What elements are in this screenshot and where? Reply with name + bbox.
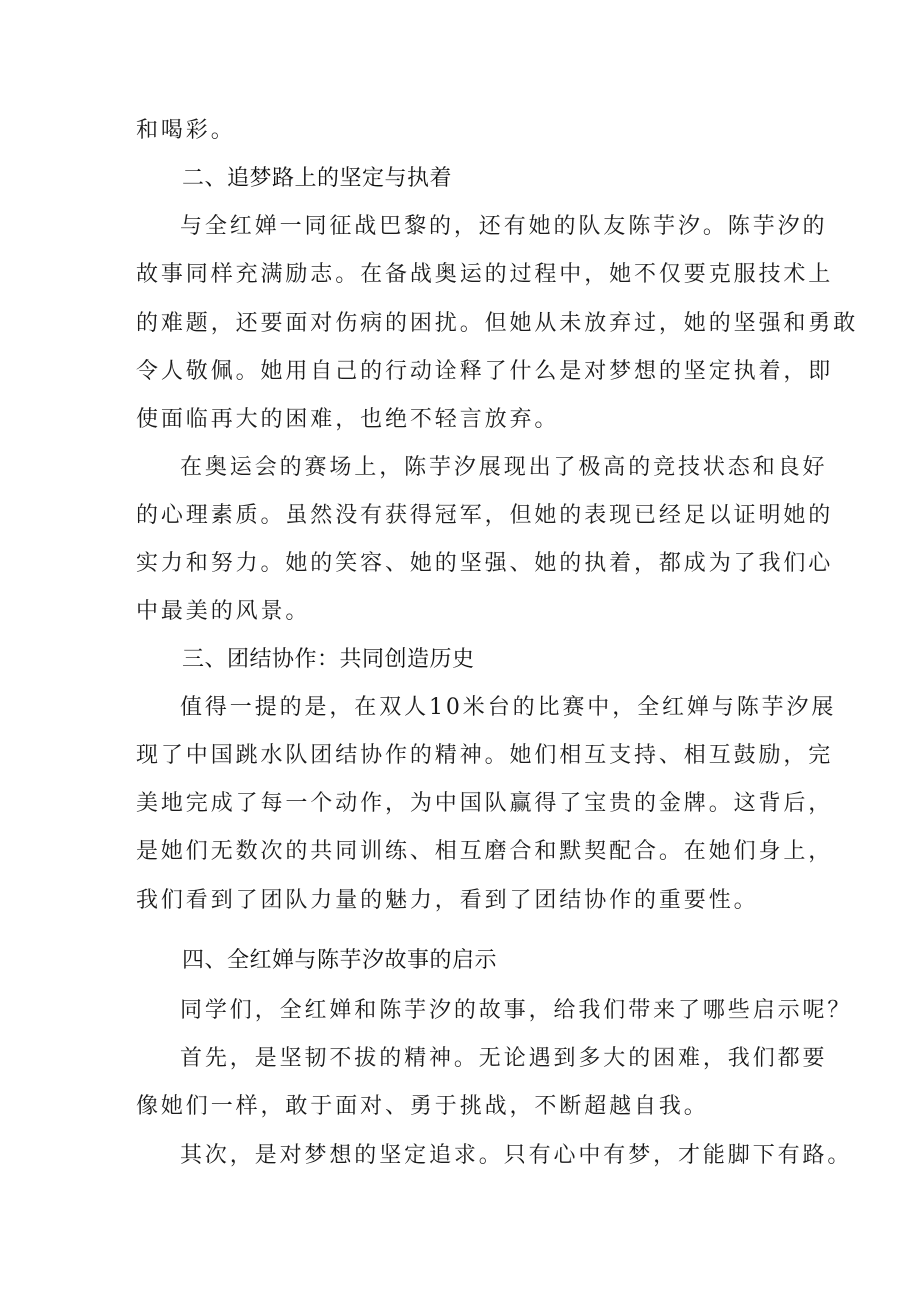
paragraph-line: 故事同样充满励志。在备战奥运的过程中，她不仅要克服技术上	[136, 262, 834, 287]
paragraph-line: 的心理素质。虽然没有获得冠军，但她的表现已经足以证明她的	[136, 503, 834, 528]
paragraph-line: 首先，是坚韧不拔的精神。无论遇到多大的困难，我们都要	[180, 1046, 828, 1071]
paragraph-line: 其次，是对梦想的坚定追求。只有心中有梦，才能脚下有路。	[180, 1143, 853, 1168]
paragraph-line: 同学们，全红婵和陈芋汐的故事，给我们带来了哪些启示呢？	[180, 998, 853, 1023]
paragraph-line: 与全红婵一同征战巴黎的，还有她的队友陈芋汐。陈芋汐的	[180, 214, 828, 239]
section-heading-4: 四、全红婵与陈芋汐故事的启示	[182, 948, 498, 973]
section-heading-2: 二、追梦路上的坚定与执着	[182, 166, 453, 191]
paragraph-line: 美地完成了每一个动作，为中国队赢得了宝贵的金牌。这背后，	[136, 791, 834, 816]
paragraph-line: 像她们一样，敢于面对、勇于挑战，不断超越自我。	[136, 1094, 709, 1119]
paragraph-line: 的难题，还要面对伤病的困扰。但她从未放弃过，她的坚强和勇敢	[136, 311, 859, 336]
paragraph-line: 值得一提的是，在双人10米台的比赛中，全红婵与陈芋汐展	[180, 695, 837, 720]
paragraph-line: 是她们无数次的共同训练、相互磨合和默契配合。在她们身上，	[136, 839, 834, 864]
paragraph-line: 我们看到了团队力量的魅力，看到了团结协作的重要性。	[136, 888, 759, 913]
paragraph-line: 令人敬佩。她用自己的行动诠释了什么是对梦想的坚定执着，即	[136, 359, 834, 384]
paragraph-line: 使面临再大的困难，也绝不轻言放弃。	[136, 407, 560, 432]
section-heading-3: 三、团结协作：共同创造历史	[182, 647, 475, 672]
paragraph-line: 中最美的风景。	[136, 599, 311, 624]
paragraph-line: 现了中国跳水队团结协作的精神。她们相互支持、相互鼓励，完	[136, 743, 834, 768]
paragraph-line: 在奥运会的赛场上，陈芋汐展现出了极高的竞技状态和良好	[180, 455, 828, 480]
paragraph-line: 实力和努力。她的笑容、她的坚强、她的执着，都成为了我们心	[136, 551, 834, 576]
paragraph-line: 和喝彩。	[136, 118, 236, 143]
